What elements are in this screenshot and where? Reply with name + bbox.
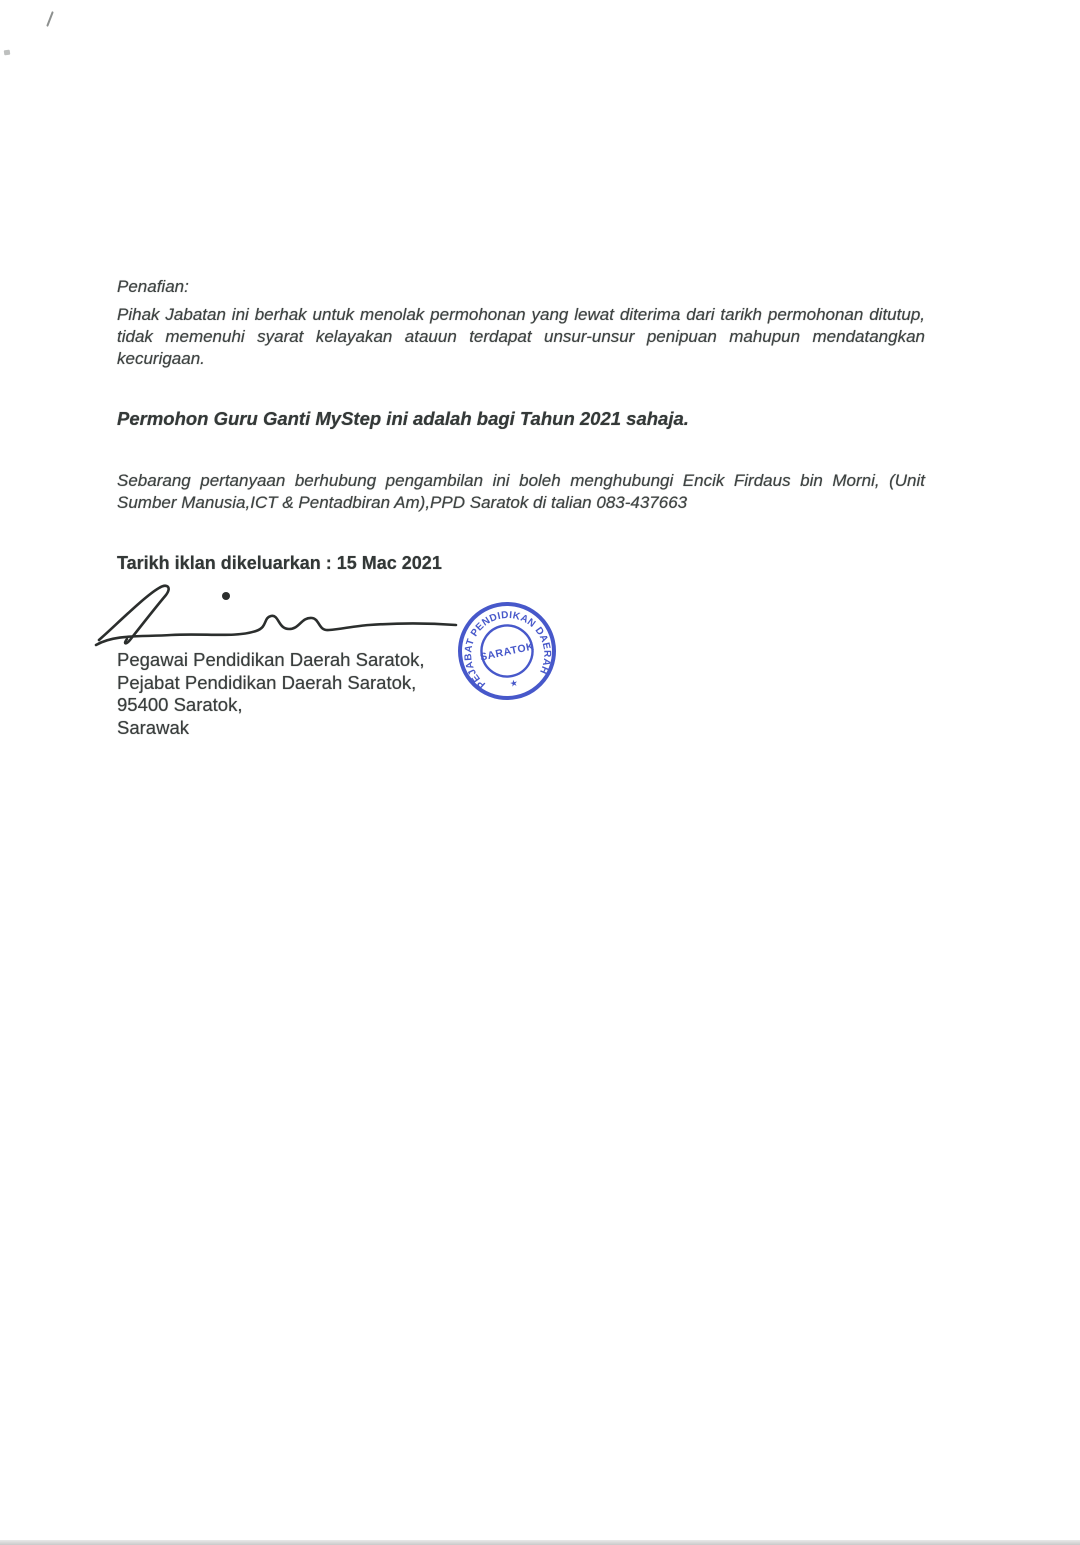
signature-ink-dot <box>222 592 230 600</box>
stamp-star-icon: ★ <box>508 677 519 690</box>
advert-date-line: Tarikh iklan dikeluarkan : 15 Mac 2021 <box>117 553 442 573</box>
stamp-center-text: SARATOK <box>478 640 536 664</box>
signature-scribble <box>93 580 469 654</box>
disclaimer-line-2: tidak memenuhi syarat kelayakan atauun terdapat unsur-unsur penipuan mahupun mendatangkan <box>117 326 925 346</box>
contact-paragraph <box>117 470 925 514</box>
contact-line-1: Sebarang pertanyaan berhubung pengambilan ini boleh menghubungi Encik Firdaus bin Morni, (Unit <box>117 471 925 490</box>
signatory-line-3: 95400 Saratok, <box>117 694 243 716</box>
signatory-line-2: Pejabat Pendidikan Daerah Saratok, <box>117 671 417 693</box>
signatory-line-4: Sarawak <box>117 716 189 738</box>
scan-artifact-tick <box>46 11 54 27</box>
mystep-notice: Permohon Guru Ganti MyStep ini adalah bagi Tahun 2021 sahaja. <box>117 408 689 429</box>
contact-line-2: Sumber Manusia,ICT & Pentadbiran Am),PPD Saratok di talian 083-437663 <box>117 493 688 512</box>
official-stamp <box>451 595 563 707</box>
signatory-line-1: Pegawai Pendidikan Daerah Saratok, <box>117 649 425 670</box>
disclaimer-label: Penafian: <box>117 277 189 296</box>
disclaimer-line-3: kecurigaan. <box>117 348 205 368</box>
scan-bottom-edge <box>0 1540 1080 1545</box>
disclaimer-line-1: Pihak Jabatan ini berhak untuk menolak permohonan yang lewat diterima dari tarikh permohonan ditutup, <box>117 305 925 324</box>
scan-artifact-speck <box>4 50 11 56</box>
signature-tail-stroke <box>96 616 456 645</box>
signatory-block <box>117 649 425 739</box>
disclaimer-paragraph <box>117 304 925 369</box>
stamp-ring-text: PEJABAT PENDIDIKAN DAERAH <box>463 609 553 690</box>
